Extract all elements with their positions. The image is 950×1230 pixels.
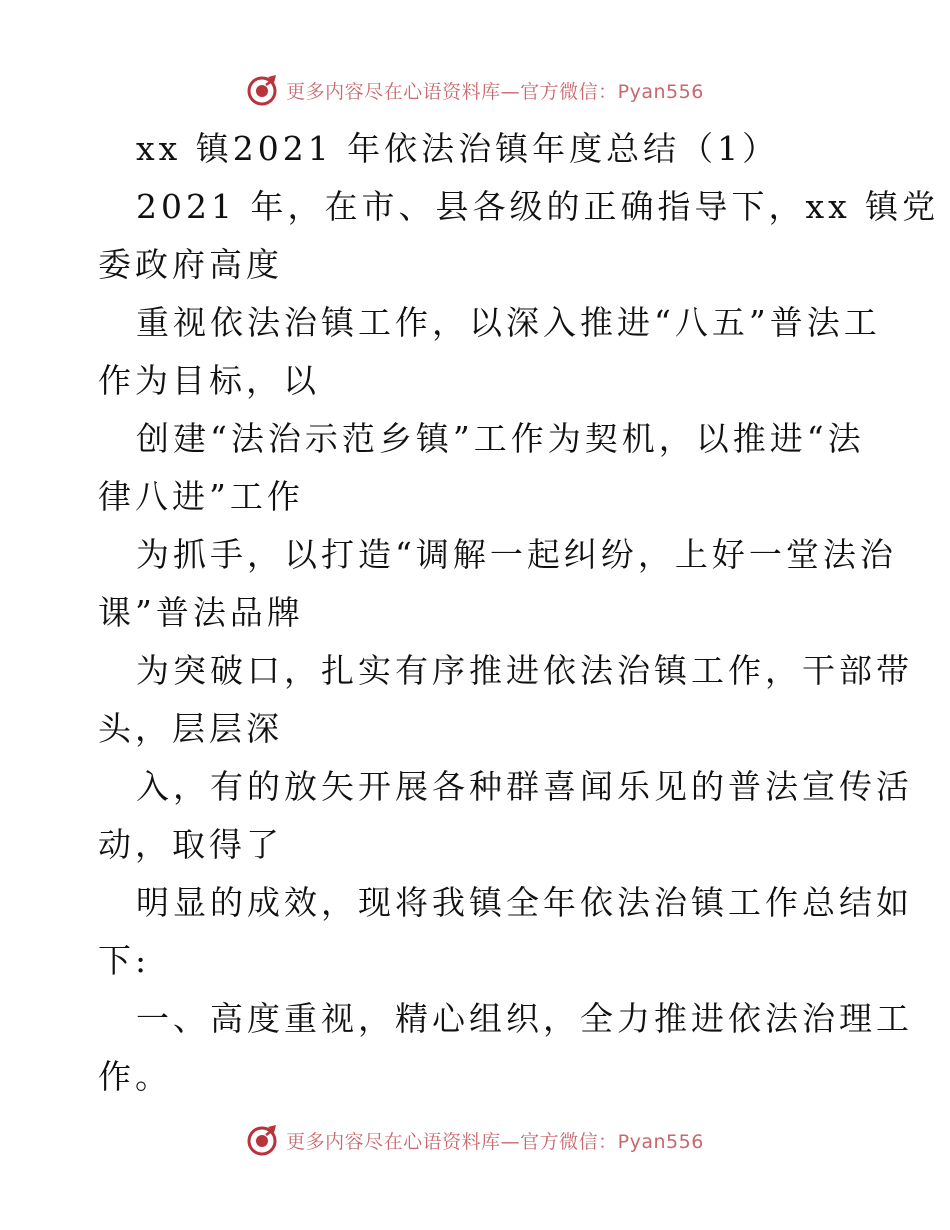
paragraph-line: 入，有的放矢开展各种群喜闻乐见的普法宣传活 bbox=[136, 767, 913, 806]
paragraph-line: 课”普法品牌 bbox=[98, 593, 304, 632]
paragraph-line: 重视依法治镇工作，以深入推进“八五”普法工 bbox=[136, 303, 881, 342]
paragraph-line: 明显的成效，现将我镇全年依法治镇工作总结如 bbox=[136, 883, 913, 922]
paragraph-line: 为抓手，以打造“调解一起纠纷，上好一堂法治 bbox=[136, 535, 897, 574]
watermark-text: 更多内容尽在心语资料库—官方微信：Pyan556 bbox=[286, 1130, 704, 1153]
paragraph-line: 头，层层深 bbox=[98, 709, 283, 748]
paragraph-line: 一、高度重视，精心组织，全力推进依法治理工 bbox=[136, 999, 913, 1038]
document-title: xx 镇2021 年依法治镇年度总结（1） bbox=[136, 129, 780, 168]
paragraph-line: 为突破口，扎实有序推进依法治镇工作，干部带 bbox=[136, 651, 913, 690]
paragraph-line: 下: bbox=[98, 941, 151, 980]
document-body bbox=[98, 120, 940, 1106]
paragraph-line: 创建“法治示范乡镇”工作为契机，以推进“法 bbox=[136, 419, 865, 458]
red-seal-pen-icon bbox=[246, 73, 280, 107]
paragraph-line: 2021 年，在市、县各级的正确指导下，xx 镇党 bbox=[136, 187, 940, 226]
watermark-header bbox=[0, 70, 950, 110]
paragraph-line: 作为目标，以 bbox=[98, 361, 320, 400]
paragraph-line: 委政府高度 bbox=[98, 245, 283, 284]
watermark-footer bbox=[0, 1120, 950, 1160]
paragraph-line: 动，取得了 bbox=[98, 825, 283, 864]
red-seal-pen-icon bbox=[246, 1123, 280, 1157]
watermark-text: 更多内容尽在心语资料库—官方微信：Pyan556 bbox=[286, 80, 704, 103]
paragraph-line: 作。 bbox=[98, 1057, 172, 1096]
paragraph-line: 律八进”工作 bbox=[98, 477, 304, 516]
